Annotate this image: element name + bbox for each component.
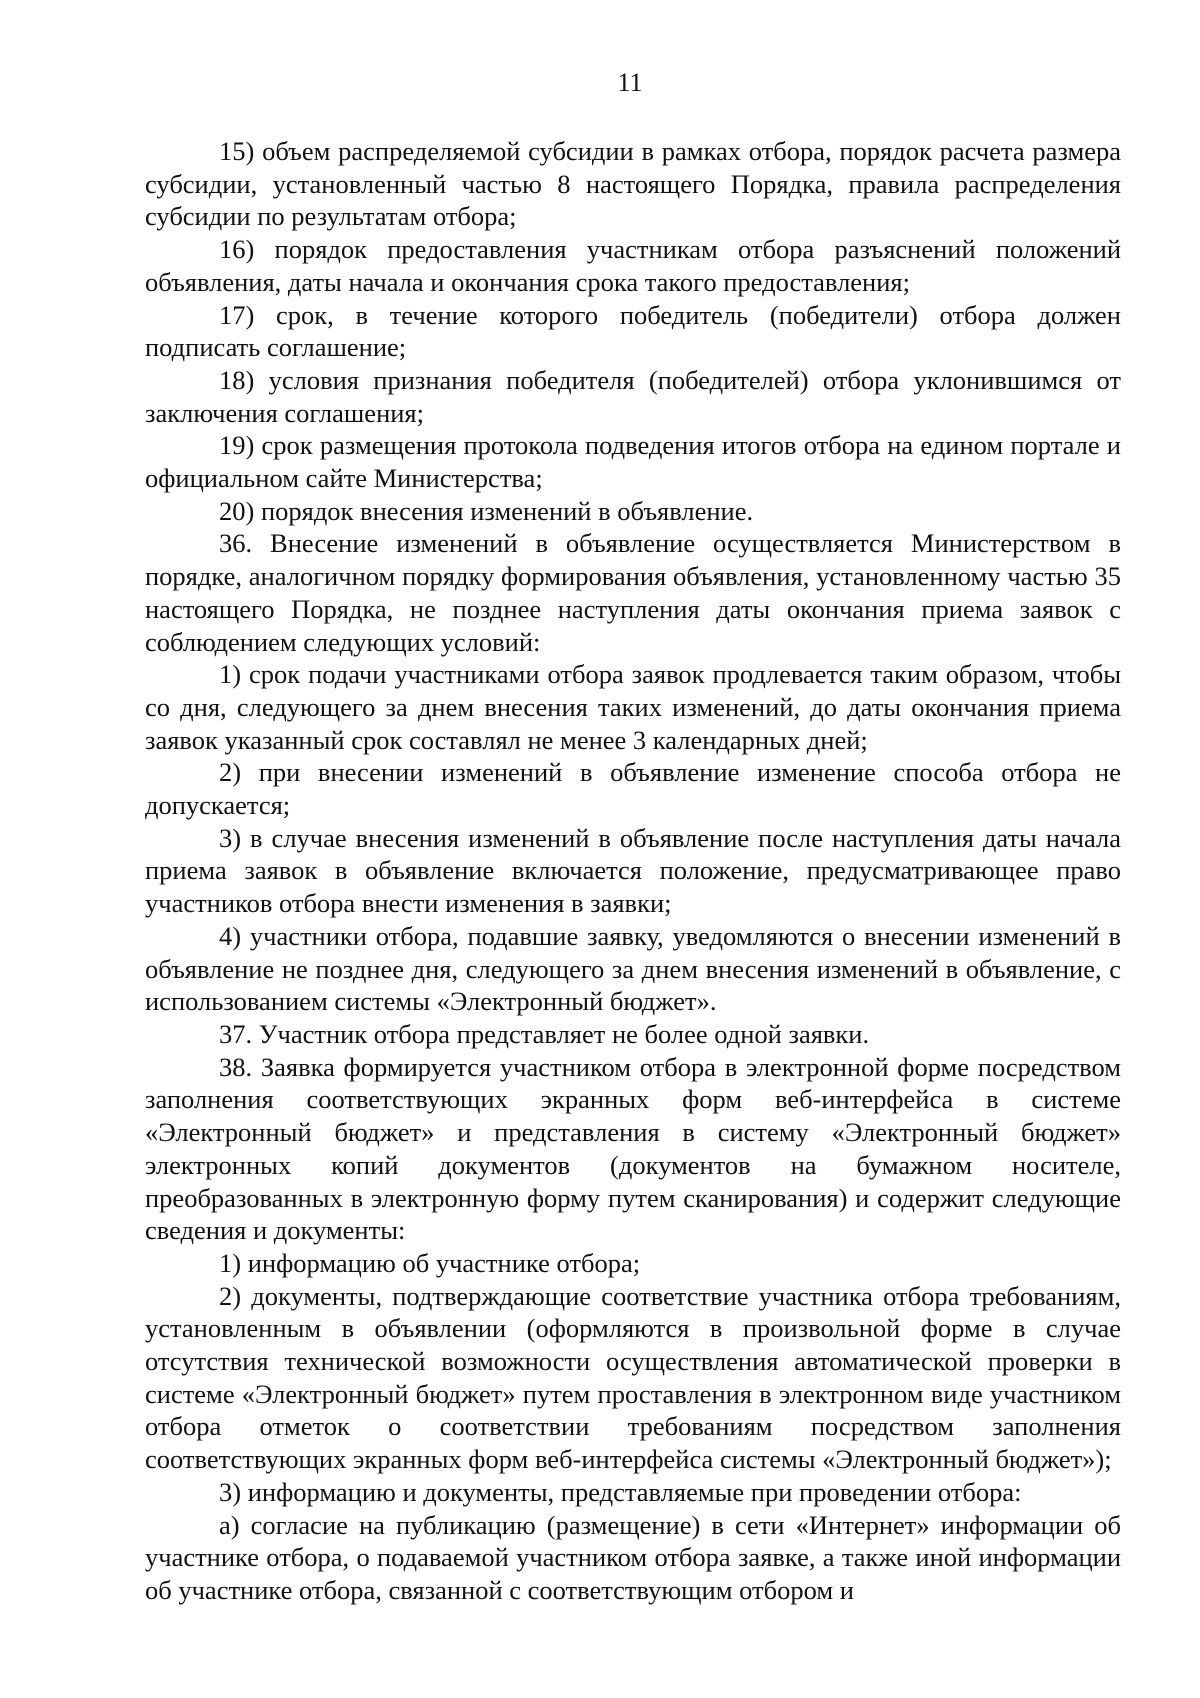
paragraph-clause-36: 36. Внесение изменений в объявление осуществляется Министерством в порядке, аналогичном порядку формирования объявления, установленному частью 35 настоящего Порядка, не позднее наступления даты окончания приема заявок с соблюдением следующих условий: bbox=[145, 528, 1121, 657]
paragraph-clause-38: 38. Заявка формируется участником отбора в электронной форме посредством заполнения соответствующих экранных форм веб-интерфейса в системе «Электронный бюджет» и представления в систему «Электронный бюджет» электронных копий документов (документов на бумажном носителе, преобразованных в электронную форму путем сканирования) и содержит следующие сведения и документы: bbox=[145, 1051, 1121, 1246]
paragraph-item-19: 19) срок размещения протокола подведения итогов отбора на едином портале и официальном сайте Министерства; bbox=[145, 430, 1121, 494]
page-number: 11 bbox=[617, 68, 643, 97]
paragraph-clause-36-item-4: 4) участники отбора, подавшие заявку, уведомляются о внесении изменений в объявление не позднее дня, следующего за днем внесения изменений в объявление, с использованием системы «Электронный бюджет». bbox=[145, 920, 1121, 1017]
paragraph-clause-36-item-3: 3) в случае внесения изменений в объявление после наступления даты начала приема заявок в объявление включается положение, предусматривающее право участников отбора внести изменения в заявки; bbox=[145, 822, 1121, 919]
paragraph-clause-38-item-1: 1) информацию об участнике отбора; bbox=[219, 1247, 641, 1278]
paragraph-item-20: 20) порядок внесения изменений в объявление. bbox=[219, 495, 754, 526]
paragraph-clause-38-item-3: 3) информацию и документы, представляемые при проведении отбора: bbox=[219, 1476, 1022, 1507]
paragraph-item-18: 18) условия признания победителя (победителей) отбора уклонившимся от заключения соглашения; bbox=[145, 364, 1121, 428]
document-body bbox=[145, 135, 1121, 1607]
paragraph-item-17: 17) срок, в течение которого победитель (победители) отбора должен подписать соглашение; bbox=[145, 299, 1121, 363]
paragraph-clause-38-item-3a: а) согласие на публикацию (размещение) в сети «Интернет» информации об участнике отбора, о подаваемой участником отбора заявке, а также иной информации об участнике отбора, связанной с соответствующим отбором и bbox=[145, 1509, 1121, 1605]
paragraph-clause-36-item-2: 2) при внесении изменений в объявление изменение способа отбора не допускается; bbox=[145, 757, 1121, 821]
paragraph-clause-38-item-2: 2) документы, подтверждающие соответствие участника отбора требованиям, установленным в объявлении (оформляются в произвольной форме в случае отсутствия технической возможности осуществления автоматической проверки в системе «Электронный бюджет» путем проставления в электронном виде участником отбора отметок о соответствии требованиям посредством заполнения соответствующих экранных форм веб-интерфейса системы «Электронный бюджет»); bbox=[145, 1280, 1121, 1475]
paragraph-clause-36-item-1: 1) срок подачи участниками отбора заявок продлевается таким образом, чтобы со дня, следующего за днем внесения таких изменений, до даты окончания приема заявок указанный срок составлял не менее 3 календарных дней; bbox=[145, 659, 1121, 755]
paragraph-item-15: 15) объем распределяемой субсидии в рамках отбора, порядок расчета размера субсидии, установленный частью 8 настоящего Порядка, правила распределения субсидии по результатам отбора; bbox=[145, 136, 1121, 232]
paragraph-clause-37: 37. Участник отбора представляет не более одной заявки. bbox=[219, 1018, 870, 1049]
paragraph-item-16: 16) порядок предоставления участникам отбора разъяснений положений объявления, даты начала и окончания срока такого предоставления; bbox=[145, 234, 1121, 297]
